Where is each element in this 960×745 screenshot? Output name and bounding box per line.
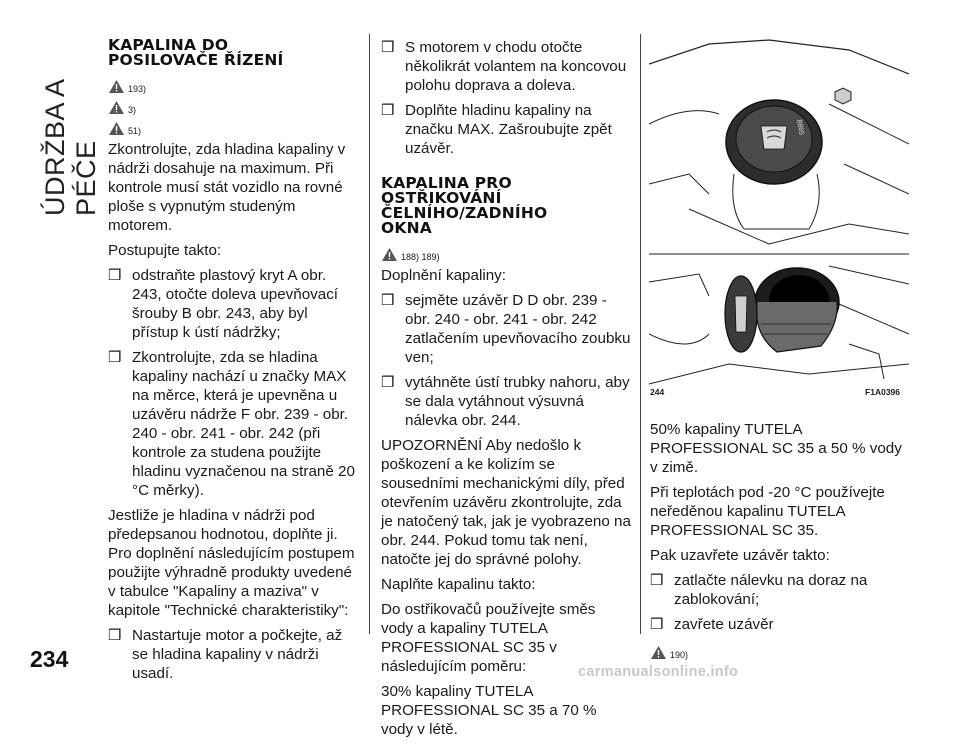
watermark: carmanualsonline.info xyxy=(578,664,739,680)
warning-triangle-icon xyxy=(108,79,125,94)
column-3 xyxy=(650,420,905,661)
paragraph: Postupujte takto: xyxy=(108,242,222,259)
bullet-item: ❒ S motorem v chodu otočte několikrát volantem na koncovou polohu doprava a doleva. xyxy=(381,39,627,94)
figure-washer-reservoir xyxy=(649,34,909,410)
warning-ref: 51) xyxy=(108,116,358,136)
bullet-item: ❒ Zkontrolujte, zda se hladina kapaliny nachází u značky MAX na měrce, která je upevněna u uzávěru nádrže F obr. 239 - obr. 240 - obr. 241 - obr. 242 (při kontrole za studena použijte hladinu vyznačenou na straně 20 °C měrky). xyxy=(108,349,355,499)
checkbox-bullet-icon: ❒ xyxy=(650,616,664,633)
bullet-item: ❒ vytáhněte ústí trubky nahoru, aby se dala vytáhnout výsuvná nálevka obr. 244. xyxy=(381,374,630,429)
paragraph: UPOZORNĚNÍ Aby nedošlo k poškození a ke kolizím se sousedními mechanickými díly, před otevřením uzávěru zkontrolujte, zda je natočený tak, jak je vyobrazeno na obr. 244. Pokud tomu tak není, natočte jej do správné polohy. xyxy=(381,437,631,568)
chapter-side-title: ÚDRŽBA A PÉČE xyxy=(40,79,101,216)
paragraph: Doplnění kapaliny: xyxy=(381,267,506,284)
checkbox-bullet-icon: ❒ xyxy=(650,572,664,589)
warning-triangle-icon xyxy=(108,100,125,115)
warning-ref: 190) xyxy=(650,640,905,660)
warning-ref: 188) 189) xyxy=(381,242,631,262)
paragraph: 50% kapaliny TUTELA PROFESSIONAL SC 35 a 50 % vody v zimě. xyxy=(650,421,902,476)
figure-code: F1A0396 xyxy=(865,387,900,397)
checkbox-bullet-icon: ❒ xyxy=(381,102,395,119)
page-number: 234 xyxy=(30,646,69,672)
column-divider xyxy=(640,34,641,634)
paragraph: Při teplotách pod -20 °C používejte neředěnou kapalinu TUTELA PROFESSIONAL SC 35. xyxy=(650,484,885,539)
checkbox-bullet-icon: ❒ xyxy=(108,627,122,644)
checkbox-bullet-icon: ❒ xyxy=(381,39,395,56)
warning-triangle-icon xyxy=(650,645,667,660)
warning-ref: 3) xyxy=(108,95,358,115)
column-2 xyxy=(381,38,631,745)
section-heading: KAPALINA PRO OSTŘIKOVÁNÍ ČELNÍHO/ZADNÍHO OKNA xyxy=(381,174,548,237)
paragraph: Do ostřikovačů používejte směs vody a kapaliny TUTELA PROFESSIONAL SC 35 v následujícím poměru: xyxy=(381,601,596,675)
checkbox-bullet-icon: ❒ xyxy=(381,292,395,309)
bullet-item: ❒ Nastartuje motor a počkejte, až se hladina kapaliny v nádrži usadí. xyxy=(108,627,343,682)
paragraph: Pak uzavřete uzávěr takto: xyxy=(650,547,830,564)
paragraph: Naplňte kapalinu takto: xyxy=(381,576,536,593)
paragraph: 30% kapaliny TUTELA PROFESSIONAL SC 35 a 70 % vody v létě. xyxy=(381,683,597,738)
section-heading: KAPALINA DO POSILOVAČE ŘÍZENÍ xyxy=(108,36,284,69)
bullet-item: ❒ zavřete uzávěr xyxy=(650,616,774,633)
bullet-item: ❒ Doplňte hladinu kapaliny na značku MAX. Zašroubujte zpět uzávěr. xyxy=(381,102,612,157)
bullet-item: ❒ zatlačte nálevku na doraz na zablokování; xyxy=(650,572,868,608)
warning-triangle-icon xyxy=(381,247,398,262)
figure-caption xyxy=(650,387,900,397)
paragraph: Jestliže je hladina v nádrži pod předepsanou hodnotou, doplňte ji. Pro doplnění následujícím postupem použijte výhradně produkty uvedené v tabulce "Kapaliny a maziva" v kapitole "Technické charakteristiky": xyxy=(108,507,355,619)
figure-number: 244 xyxy=(650,387,665,397)
checkbox-bullet-icon: ❒ xyxy=(108,349,122,366)
warning-ref: 193) xyxy=(108,74,358,94)
checkbox-bullet-icon: ❒ xyxy=(108,267,122,284)
bullet-item: ❒ sejměte uzávěr D D obr. 239 - obr. 240 - obr. 241 - obr. 242 zatlačením upevňovacího zoubku ven; xyxy=(381,292,631,366)
svg-text:8865: 8865 xyxy=(795,119,805,136)
bullet-item: ❒ odstraňte plastový kryt A obr. 243, otočte doleva upevňovací šrouby B obr. 243, aby byl přístup k ústí nádržky; xyxy=(108,267,339,341)
column-1 xyxy=(108,38,358,689)
column-divider xyxy=(369,34,370,634)
paragraph: Zkontrolujte, zda hladina kapaliny v nádrži dosahuje na maximum. Při kontrole musí stát vozidlo na rovné ploše s vypnutým studeným motorem. xyxy=(108,141,346,234)
washer-reservoir-illustration xyxy=(649,34,909,410)
warning-triangle-icon xyxy=(108,121,125,136)
checkbox-bullet-icon: ❒ xyxy=(381,374,395,391)
